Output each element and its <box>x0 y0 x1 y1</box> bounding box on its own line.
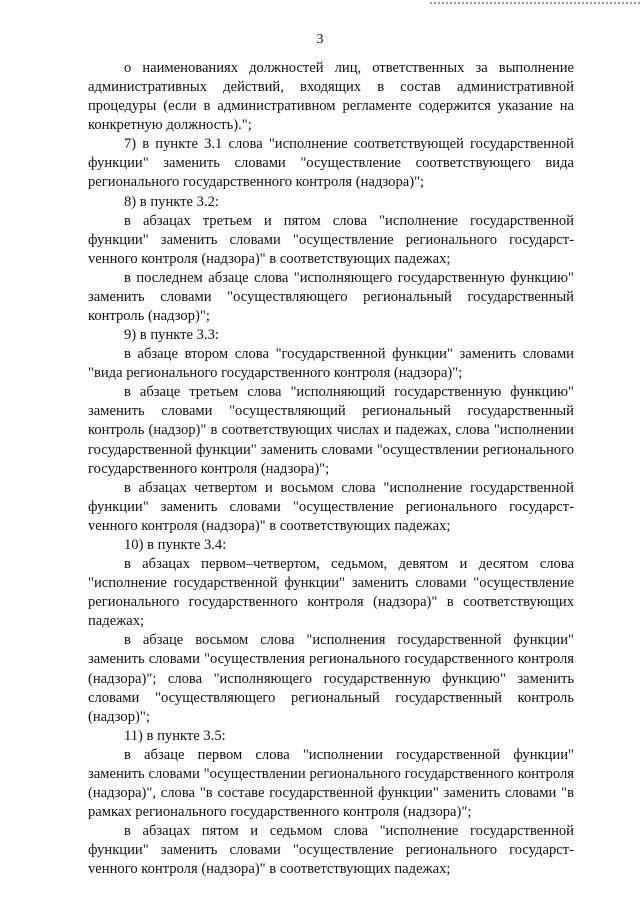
paragraph-2: 7) в пункте 3.1 слова "исполнение соответствующей государственной функции" заменить словами "осуществление соответствующего вида регионального государственного контроля (надзора)"; <box>88 136 574 191</box>
paragraph-6: 9) в пункте 3.3: <box>124 327 219 344</box>
document-body <box>88 59 574 879</box>
paragraph-4: в абзацах третьем и пятом слова "исполнение государственной функции" заменить словами "осуществление регионального государстvенного контроля (надзора)" в соответствующих падежах; <box>88 212 574 267</box>
paragraph-11: в абзацах первом–четвертом, седьмом, девятом и десятом слова "исполнение государственной функции" заменить словами "осуществление регионального государственного контроля (надзора)" в соответствующих падежах; <box>88 556 574 630</box>
paragraph-8: в абзаце третьем слова "исполняющий государственную функцию" заменить словами "осуществляющий региональный государственный контроль (надзор)" в соответствующих числах и падежах, слова "исполнении государственной функции" заменить словами "осуществлении регионального государственного контроля (надзора)"; <box>88 384 574 477</box>
paragraph-15: в абзацах пятом и седьмом слова "исполнение государственной функции" заменить словами "осуществление регионального государстvенного контроля (надзора)" в соответствующих падежах; <box>88 823 574 878</box>
paragraph-1: о наименованиях должностей лиц, ответственных за выполнение административных действий, входящих в состав административной процедуры (если в административном регламенте содержится указание на конкретную должность)."; <box>88 60 574 134</box>
page-edge-dotted-line <box>430 2 640 4</box>
paragraph-3: 8) в пункте 3.2: <box>124 193 219 210</box>
paragraph-13: 11) в пункте 3.5: <box>124 727 226 744</box>
paragraph-10: 10) в пункте 3.4: <box>124 536 227 553</box>
paragraph-12: в абзаце восьмом слова "исполнения государственной функции" заменить словами "осуществления регионального государственного контроля (надзора)"; слова "исполняющего государственную функцию" заменить словами "осуществляющего региональный государственный контроль (надзор)"; <box>88 632 574 725</box>
paragraph-14: в абзаце первом слова "исполнении государственной функции" заменить словами "осуществлении регионального государственного контроля (надзора)", слова "в составе государственной функции" заменить словами "в рамках регионального государственного контроля (надзора)"; <box>88 746 574 821</box>
paragraph-7: в абзаце втором слова "государственной функции" заменить словами "вида регионального государственного контроля (надзора)"; <box>88 346 574 382</box>
paragraph-5: в последнем абзаце слова "исполняющего государственную функцию" заменить словами "осуществляющего региональный государственный контроль (надзор)"; <box>88 269 574 325</box>
paragraph-9: в абзацах четвертом и восьмом слова "исполнение государственной функции" заменить словами "осуществление регионального государстvенного контроля (надзора)" в соответствующих падежах; <box>88 479 574 534</box>
page-number: 3 <box>316 32 324 47</box>
